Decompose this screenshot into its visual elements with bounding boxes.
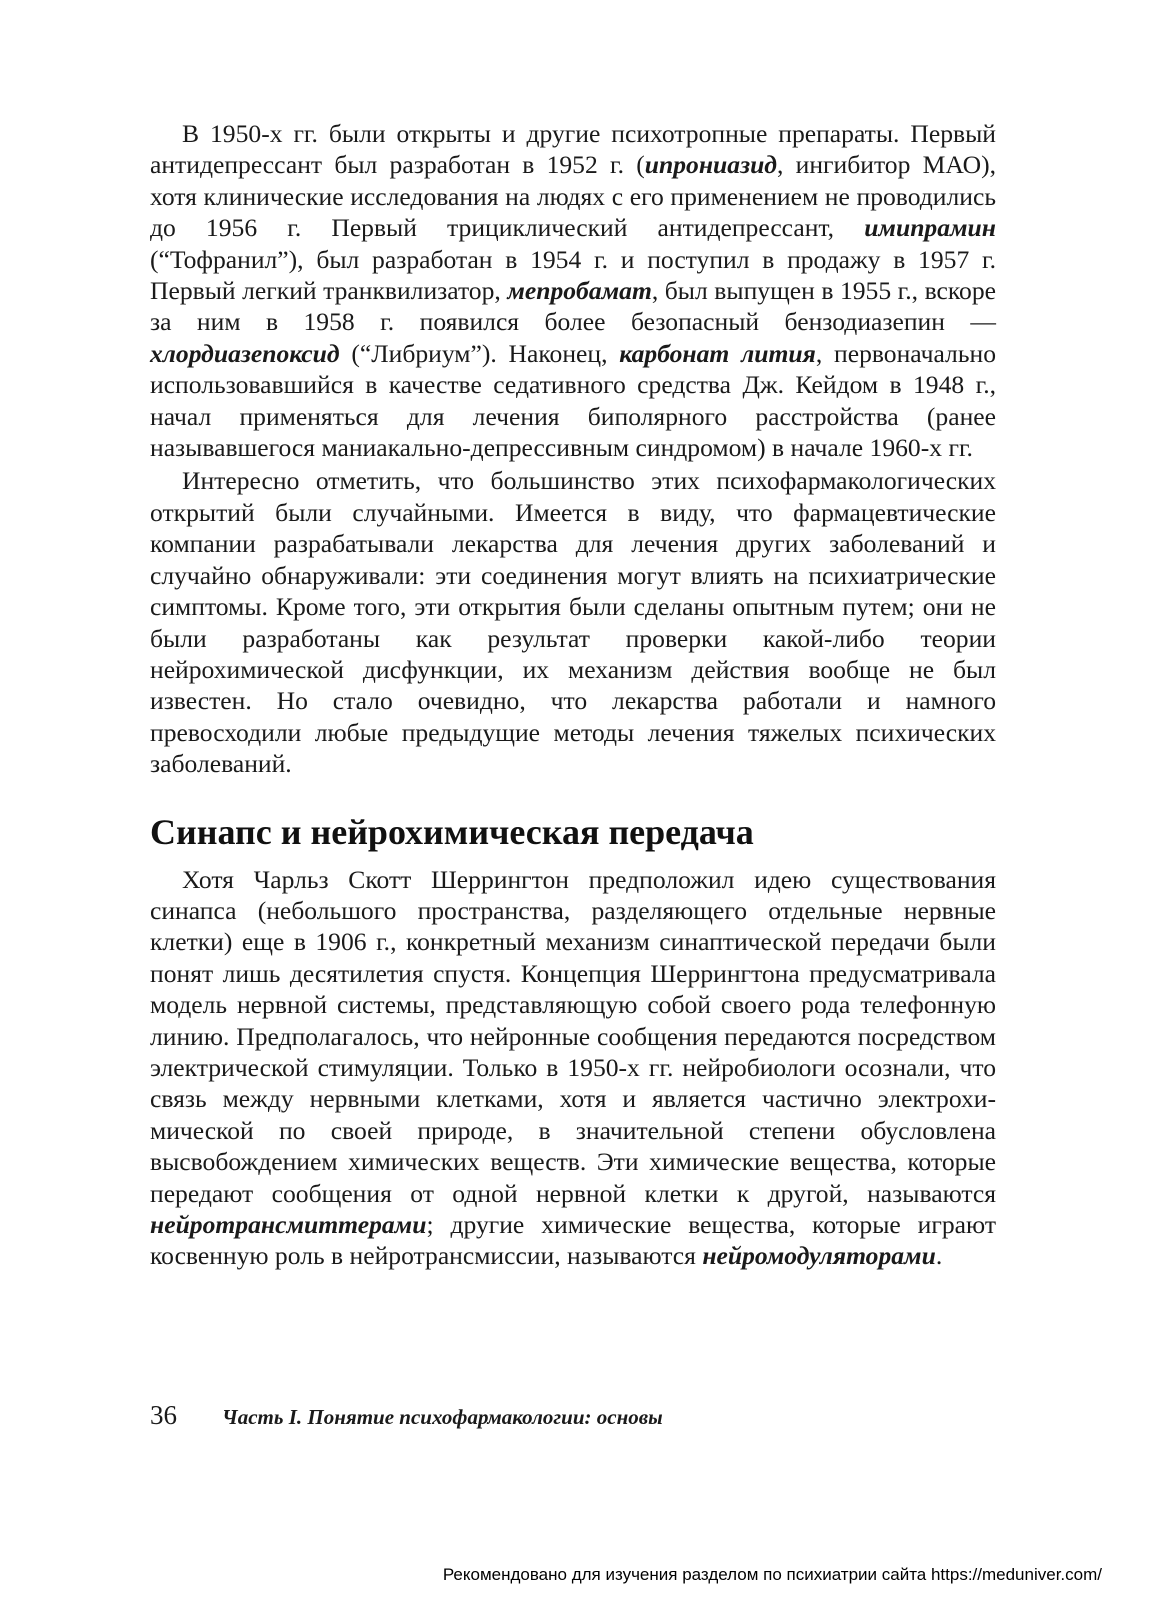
term-italic: ипрониазид — [644, 150, 777, 180]
paragraph — [150, 465, 996, 779]
page-body — [150, 118, 996, 1272]
term-italic: нейротрансмиттерами — [150, 1210, 427, 1239]
text-run: , ингибитор МАО), хотя клинические исследования на людях с его применением не проводились до 1956 г. Первый трициклический антидепрессант, — [150, 150, 996, 243]
text-run: , был выпущен в 1955 г., вскоре за ним в 1958 г. появился более безопасный бензодиазепин — — [150, 276, 996, 337]
text-run: В 1950-х гг. были открыты и другие психотропные препараты. Первый антидепрессант был разработан в 1952 г. ( — [150, 119, 996, 180]
page-number: 36 — [150, 1400, 177, 1430]
term-italic: мепробамат — [507, 276, 652, 306]
paragraph — [150, 864, 996, 1272]
text-run: ; другие химические вещества, которые играют косвенную роль в нейротрансмиссии, называются — [150, 1210, 996, 1271]
term-italic: нейромодуляторами — [702, 1241, 936, 1271]
text-run: . — [935, 1241, 943, 1271]
running-title: Часть I. Понятие психофармакологии: основы — [222, 1405, 663, 1429]
text-run: , первоначально использовавшийся в качестве седативного средства Дж. Кейдом в 1948 г., начал применяться для лечения биполярного расстройства (ранее называвшегося маниакально-депрессивным синдромом) в начале 1960-х гг. — [150, 338, 996, 463]
text-run: Интересно отметить, что большинство этих психофармакологических открытий были случайными. Имеется в виду, что фармацевтические компании разрабатывали лекарства для лечения других заболеваний и случайно обнаруживали: эти соединения могут влиять на психиатрические симптомы. Кроме того, эти открытия были сделаны опытным путем; они не были разработаны как результат проверки какой-либо теории нейрохимической дисфункции, их механизм действия вообще не был известен. Но стало очевидно, что лекарства работали и намного превосходили любые предыдущие методы лечения тяжелых психических заболеваний. — [150, 466, 996, 779]
paragraph — [150, 118, 996, 463]
term-italic: имипрамин — [864, 213, 996, 243]
term-italic: карбонат лития — [619, 338, 816, 368]
site-recommendation-note: Рекомендовано для изучения разделом по психиатрии сайта https://meduniver.com/ — [442, 1565, 1102, 1584]
text-run: (“Тофранил”), был разработан в 1954 г. и поступил в продажу в 1957 г. Первый легкий транквилизатор, — [150, 244, 996, 306]
text-run: Хотя Чарльз Скотт Шеррингтон предположил идею существования синапса (небольшого пространства, разделяющего отдельные нервные клетки) еще в 1906 г., конкретный механизм синаптической передачи были понят лишь десятилетия спустя. Концепция Шеррингтона предусматривала модель нервной системы, представляющую собой своего рода телефонную линию. Предполагалось, что нейронные сообщения передаются посредством электрической стимуляции. Только в 1950-х гг. нейробиологи осознали, что связь между нервными клетками, хотя и является частично электрохимической по своей природе, в значительной степени обусловлена высвобождением химических веществ. Эти химические вещества, которые передают сообщения от одной нервной клетки к другой, называются — [150, 864, 996, 1208]
section-synapse — [150, 864, 996, 1272]
term-italic: хлордиазепоксид — [150, 338, 340, 368]
section-intro — [150, 118, 996, 780]
page-footer — [150, 1400, 663, 1432]
text-run: (“Либриум”). Наконец, — [339, 338, 620, 368]
section-heading: Синапс и нейрохимическая передача — [150, 811, 754, 852]
